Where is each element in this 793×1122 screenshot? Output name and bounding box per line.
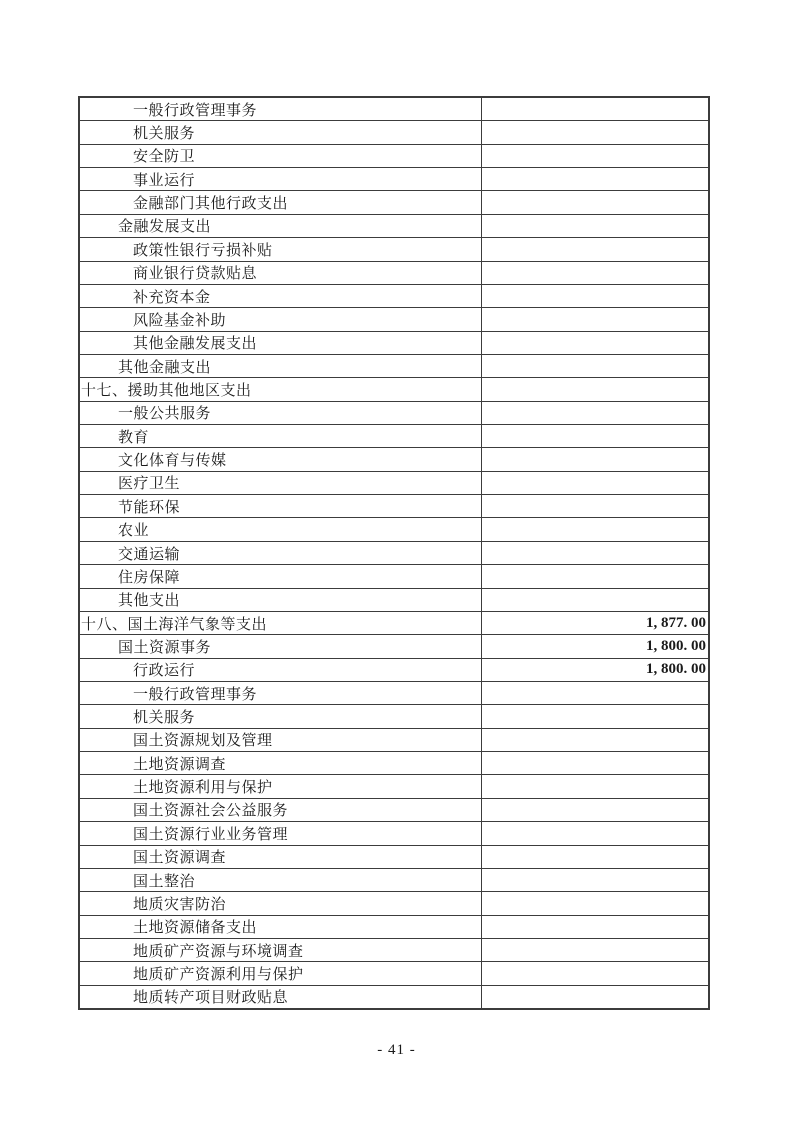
- table-row: [80, 518, 708, 541]
- table-row: [80, 589, 708, 612]
- amount-cell: [482, 355, 708, 377]
- table-row: [80, 542, 708, 565]
- item-label: 交通运输: [118, 546, 181, 563]
- item-label: 安全防卫: [133, 149, 196, 166]
- amount-value: 1, 800. 00: [646, 637, 706, 654]
- amount-cell: [482, 542, 708, 564]
- table-row: [80, 285, 708, 308]
- item-cell: [80, 635, 482, 657]
- amount-cell: [482, 518, 708, 540]
- item-label: 医疗卫生: [118, 476, 181, 493]
- amount-cell: [482, 191, 708, 213]
- item-label: 十七、援助其他地区支出: [81, 382, 252, 399]
- table-row: [80, 705, 708, 728]
- item-cell: [80, 355, 482, 377]
- item-label: 地质矿产资源与环境调查: [133, 943, 304, 960]
- amount-cell: [482, 332, 708, 354]
- table-row: [80, 215, 708, 238]
- item-label: 国土资源行业业务管理: [133, 826, 289, 843]
- item-cell: [80, 98, 482, 120]
- item-cell: [80, 262, 482, 284]
- item-label: 机关服务: [133, 126, 196, 143]
- item-cell: [80, 168, 482, 190]
- amount-cell: [482, 962, 708, 984]
- item-cell: [80, 238, 482, 260]
- table-row: [80, 612, 708, 635]
- item-label: 土地资源利用与保护: [133, 780, 273, 797]
- item-cell: [80, 775, 482, 797]
- item-label: 一般行政管理事务: [133, 102, 258, 119]
- item-cell: [80, 191, 482, 213]
- amount-cell: [482, 916, 708, 938]
- item-label: 机关服务: [133, 710, 196, 727]
- table-row: [80, 191, 708, 214]
- table-row: [80, 939, 708, 962]
- item-label: 节能环保: [118, 499, 181, 516]
- item-label: 地质矿产资源利用与保护: [133, 966, 304, 983]
- table-row: [80, 378, 708, 401]
- item-label: 十八、国土海洋气象等支出: [81, 616, 268, 633]
- amount-cell: [482, 846, 708, 868]
- amount-cell: [482, 565, 708, 587]
- table-row: [80, 495, 708, 518]
- table-row: [80, 752, 708, 775]
- amount-cell: [482, 682, 708, 704]
- table-row: [80, 472, 708, 495]
- item-label: 农业: [118, 523, 150, 540]
- amount-cell: [482, 402, 708, 424]
- item-cell: [80, 705, 482, 727]
- item-cell: [80, 308, 482, 330]
- item-label: 文化体育与传媒: [118, 453, 227, 470]
- amount-cell: [482, 425, 708, 447]
- table-row: [80, 986, 708, 1008]
- item-cell: [80, 846, 482, 868]
- amount-cell: [482, 98, 708, 120]
- item-label: 地质转产项目财政贴息: [133, 990, 289, 1007]
- table-row: [80, 799, 708, 822]
- item-cell: [80, 752, 482, 774]
- item-cell: [80, 962, 482, 984]
- amount-cell: [482, 378, 708, 400]
- item-label: 其他金融发展支出: [133, 336, 258, 353]
- amount-cell: [482, 121, 708, 143]
- amount-cell: [482, 215, 708, 237]
- amount-cell: [482, 986, 708, 1008]
- item-cell: [80, 518, 482, 540]
- table-row: [80, 308, 708, 331]
- table-row: [80, 565, 708, 588]
- amount-cell: [482, 729, 708, 751]
- amount-cell: [482, 308, 708, 330]
- item-label: 土地资源储备支出: [133, 920, 258, 937]
- table-row: [80, 448, 708, 471]
- amount-cell: [482, 752, 708, 774]
- item-cell: [80, 378, 482, 400]
- item-label: 商业银行贷款贴息: [133, 266, 258, 283]
- item-label: 风险基金补助: [133, 312, 227, 329]
- item-label: 一般行政管理事务: [133, 686, 258, 703]
- table-row: [80, 425, 708, 448]
- table-row: [80, 262, 708, 285]
- item-label: 土地资源调查: [133, 756, 227, 773]
- table-row: [80, 402, 708, 425]
- item-label: 国土资源规划及管理: [133, 733, 273, 750]
- table-row: [80, 682, 708, 705]
- amount-cell: [482, 892, 708, 914]
- table-row: [80, 869, 708, 892]
- item-cell: [80, 472, 482, 494]
- amount-cell: [482, 448, 708, 470]
- amount-cell: [482, 612, 708, 634]
- budget-expenditure-table: [78, 96, 710, 1010]
- item-cell: [80, 799, 482, 821]
- amount-cell: [482, 939, 708, 961]
- item-cell: [80, 542, 482, 564]
- item-cell: [80, 402, 482, 424]
- page-number: - 41 -: [377, 1042, 416, 1058]
- amount-cell: [482, 495, 708, 517]
- amount-cell: [482, 775, 708, 797]
- amount-cell: [482, 869, 708, 891]
- item-label: 住房保障: [118, 569, 181, 586]
- item-cell: [80, 332, 482, 354]
- item-label: 政策性银行亏损补贴: [133, 242, 273, 259]
- item-cell: [80, 682, 482, 704]
- amount-cell: [482, 659, 708, 681]
- table-row: [80, 846, 708, 869]
- amount-cell: [482, 705, 708, 727]
- table-row: [80, 168, 708, 191]
- item-cell: [80, 448, 482, 470]
- item-cell: [80, 589, 482, 611]
- item-label: 国土整治: [133, 873, 196, 890]
- item-cell: [80, 986, 482, 1008]
- item-cell: [80, 121, 482, 143]
- item-label: 金融发展支出: [118, 219, 212, 236]
- amount-cell: [482, 635, 708, 657]
- amount-value: 1, 800. 00: [646, 661, 706, 678]
- item-label: 国土资源社会公益服务: [133, 803, 289, 820]
- item-label: 其他支出: [118, 593, 181, 610]
- table-row: [80, 962, 708, 985]
- amount-cell: [482, 285, 708, 307]
- item-cell: [80, 612, 482, 634]
- item-cell: [80, 659, 482, 681]
- item-cell: [80, 892, 482, 914]
- amount-cell: [482, 822, 708, 844]
- table-row: [80, 332, 708, 355]
- amount-value: 1, 877. 00: [646, 614, 706, 631]
- item-label: 地质灾害防治: [133, 896, 227, 913]
- item-cell: [80, 285, 482, 307]
- item-cell: [80, 916, 482, 938]
- item-label: 行政运行: [133, 663, 196, 680]
- item-label: 事业运行: [133, 172, 196, 189]
- item-cell: [80, 822, 482, 844]
- table-row: [80, 121, 708, 144]
- item-label: 一般公共服务: [118, 406, 212, 423]
- table-row: [80, 238, 708, 261]
- table-row: [80, 916, 708, 939]
- amount-cell: [482, 472, 708, 494]
- amount-cell: [482, 168, 708, 190]
- item-label: 金融部门其他行政支出: [133, 196, 289, 213]
- item-cell: [80, 939, 482, 961]
- amount-cell: [482, 799, 708, 821]
- table-row: [80, 775, 708, 798]
- item-cell: [80, 215, 482, 237]
- item-cell: [80, 425, 482, 447]
- table-row: [80, 822, 708, 845]
- item-label: 教育: [118, 429, 150, 446]
- item-label: 国土资源调查: [133, 850, 227, 867]
- table-row: [80, 355, 708, 378]
- table-row: [80, 145, 708, 168]
- item-label: 国土资源事务: [118, 639, 212, 656]
- item-cell: [80, 729, 482, 751]
- amount-cell: [482, 145, 708, 167]
- item-cell: [80, 565, 482, 587]
- table-row: [80, 98, 708, 121]
- item-cell: [80, 145, 482, 167]
- table-row: [80, 635, 708, 658]
- amount-cell: [482, 262, 708, 284]
- amount-cell: [482, 589, 708, 611]
- item-cell: [80, 869, 482, 891]
- table-row: [80, 659, 708, 682]
- item-cell: [80, 495, 482, 517]
- table-row: [80, 729, 708, 752]
- amount-cell: [482, 238, 708, 260]
- item-label: 其他金融支出: [118, 359, 212, 376]
- item-label: 补充资本金: [133, 289, 211, 306]
- table-row: [80, 892, 708, 915]
